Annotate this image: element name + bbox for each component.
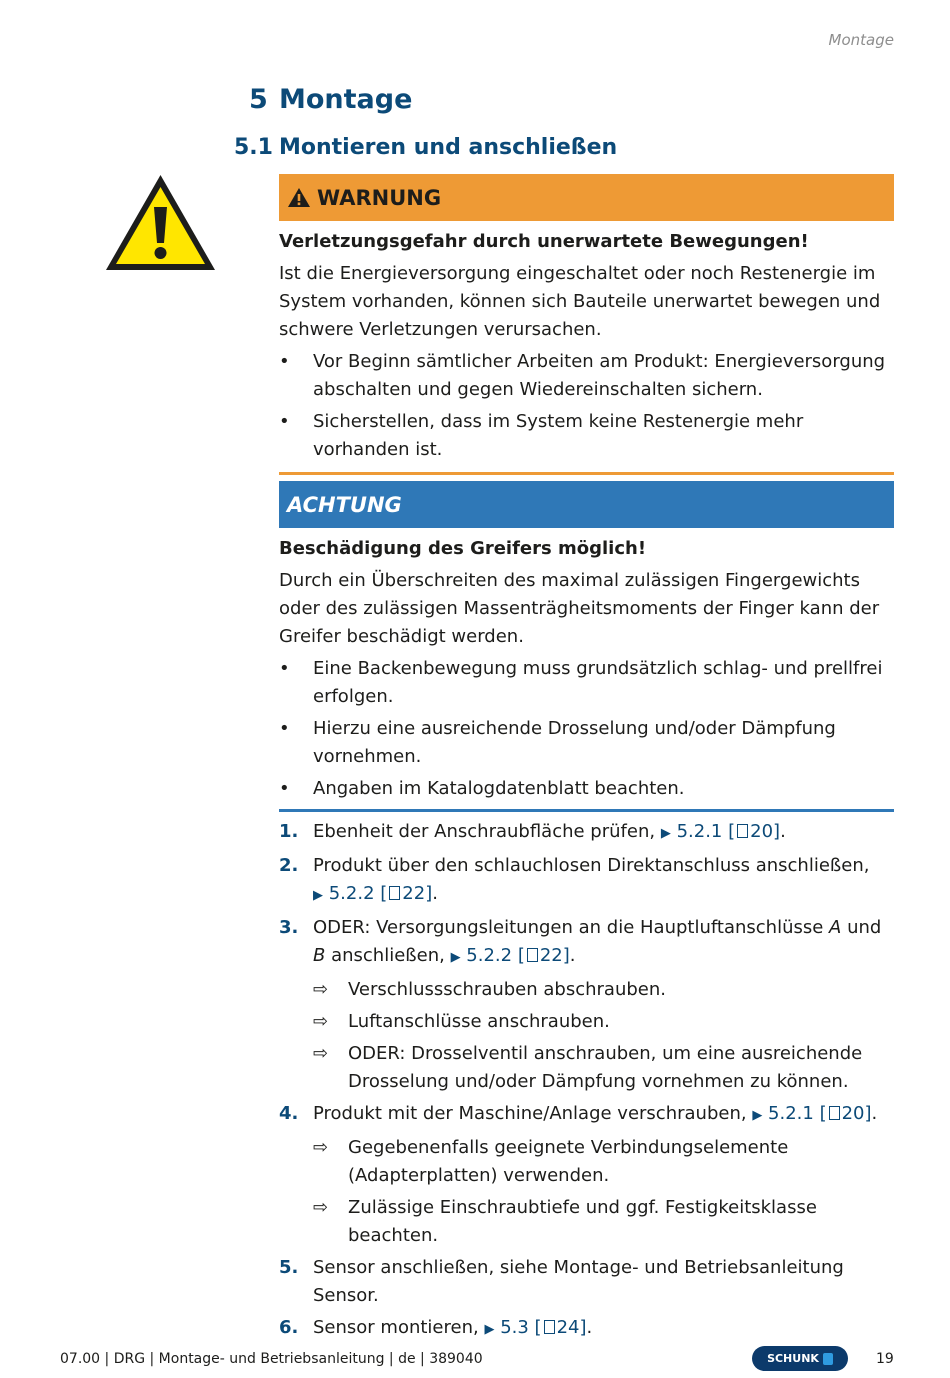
bullet-icon: •	[279, 411, 290, 432]
page-number: 19	[876, 1351, 894, 1367]
bullet-icon: •	[279, 658, 290, 679]
warning-text: Ist die Energieversorgung eingeschaltet oder noch Restenergie im System vorhanden, können sich Bauteile unerwartet bewegen und schwere Verletzungen verursachen.	[279, 263, 881, 340]
list-item	[279, 715, 894, 771]
cross-reference-link[interactable]: ▶ 5.2.1 [ 20]	[752, 1103, 872, 1124]
running-header: Montage	[828, 31, 894, 49]
substep-text: Zulässige Einschraubtiefe und ggf. Festigkeitsklasse beachten.	[348, 1197, 817, 1246]
notice-text: Durch ein Überschreiten des maximal zulässigen Fingergewichts oder des zulässigen Massenträgheitsmoments der Finger kann der Greifer beschädigt werden.	[279, 570, 880, 647]
brand-logo	[752, 1346, 848, 1371]
warning-bullet-list	[279, 348, 894, 464]
substep	[279, 1040, 894, 1096]
notice-block	[279, 481, 894, 812]
step-text: und	[841, 917, 882, 938]
logo-mark-icon	[823, 1353, 833, 1365]
warning-divider	[279, 472, 894, 475]
list-item	[279, 408, 894, 464]
section-number: 5.1	[234, 135, 273, 160]
step-text: Produkt über den schlauchlosen Direktanschluss anschließen,	[313, 855, 870, 876]
hollow-arrow-right-icon: ⇨	[313, 1197, 329, 1218]
step-number: 1.	[279, 821, 299, 842]
xref-page: 20	[750, 821, 774, 842]
triangle-right-icon: ▶	[484, 1322, 495, 1337]
step-number: 2.	[279, 855, 299, 876]
substep	[279, 1008, 894, 1036]
triangle-right-icon: ▶	[752, 1108, 763, 1123]
list-item-text: Angaben im Katalogdatenblatt beachten.	[313, 778, 685, 799]
warning-triangle-icon	[104, 173, 217, 273]
warning-banner	[279, 174, 894, 221]
list-item	[279, 775, 894, 803]
notice-banner	[279, 481, 894, 528]
step-1: 1. Ebenheit der Anschraubfläche prüfen, ▶ 5.2.1 [ 20].	[279, 818, 894, 848]
xref-page: 22	[539, 945, 563, 966]
list-item-text: Eine Backenbewegung muss grundsätzlich schlag- und prellfrei erfolgen.	[313, 658, 883, 707]
cross-reference-link[interactable]: ▶ 5.2.2 [ 22]	[313, 883, 433, 904]
step-number: 4.	[279, 1103, 299, 1124]
section-heading	[234, 135, 617, 160]
page-icon	[527, 948, 538, 962]
step-4: 4. Produkt mit der Maschine/Anlage verschrauben, ▶ 5.2.1 [ 20].	[279, 1100, 894, 1130]
hollow-arrow-right-icon: ⇨	[313, 1043, 329, 1064]
step-text: Sensor montieren,	[313, 1317, 479, 1338]
chapter-title: Montage	[279, 84, 413, 115]
page-icon	[389, 886, 400, 900]
xref-section: 5.2.1	[676, 821, 723, 842]
bullet-icon: •	[279, 351, 290, 372]
list-item-text: Sicherstellen, dass im System keine Restenergie mehr vorhanden ist.	[313, 411, 804, 460]
step-6: 6. Sensor montieren, ▶ 5.3 [ 24].	[279, 1314, 894, 1344]
section-title: Montieren und anschließen	[279, 135, 618, 160]
triangle-right-icon: ▶	[660, 826, 671, 841]
hollow-arrow-right-icon: ⇨	[313, 979, 329, 1000]
page-icon	[829, 1106, 840, 1120]
footer-document-info: 07.00 | DRG | Montage- und Betriebsanleitung | de | 389040	[60, 1351, 483, 1367]
substep	[279, 1134, 894, 1190]
xref-page: 20	[841, 1103, 865, 1124]
step-number: 3.	[279, 917, 299, 938]
hollow-arrow-right-icon: ⇨	[313, 1011, 329, 1032]
substep-text: Verschlussschrauben abschrauben.	[348, 979, 666, 1000]
substep-text: Luftanschlüsse anschrauben.	[348, 1011, 610, 1032]
hollow-arrow-right-icon: ⇨	[313, 1137, 329, 1158]
step-text: ODER: Versorgungsleitungen an die Hauptluftanschlüsse	[313, 917, 830, 938]
warning-block	[279, 174, 894, 475]
port-label: B	[313, 945, 326, 966]
xref-page: 22	[402, 883, 426, 904]
warning-headline: Verletzungsgefahr durch unerwartete Bewegungen!	[279, 231, 809, 252]
substep	[279, 976, 894, 1004]
substep	[279, 1194, 894, 1250]
step-5	[279, 1254, 894, 1310]
triangle-right-icon: ▶	[450, 950, 461, 965]
page-icon	[737, 824, 748, 838]
xref-page: 24	[556, 1317, 580, 1338]
step-number: 5.	[279, 1257, 299, 1278]
bullet-icon: •	[279, 778, 290, 799]
notice-headline: Beschädigung des Greifers möglich!	[279, 538, 647, 559]
substep-text: Gegebenenfalls geeignete Verbindungselemente (Adapterplatten) verwenden.	[348, 1137, 789, 1186]
page-icon	[544, 1320, 555, 1334]
step-3: 3. ODER: Versorgungsleitungen an die Hauptluftanschlüsse A und B anschließen, ▶ 5.2.2 [ 22].	[279, 914, 894, 972]
notice-divider	[279, 809, 894, 812]
warning-label: WARNUNG	[317, 185, 442, 210]
list-item	[279, 348, 894, 404]
notice-bullet-list	[279, 655, 894, 803]
cross-reference-link[interactable]: ▶ 5.2.1 [ 20]	[660, 821, 781, 842]
bullet-icon: •	[279, 718, 290, 739]
step-number: 6.	[279, 1317, 299, 1338]
list-item	[279, 655, 894, 711]
triangle-right-icon: ▶	[313, 888, 323, 903]
xref-section: 5.2.2	[328, 883, 375, 904]
list-item-text: Vor Beginn sämtlicher Arbeiten am Produkt: Energieversorgung abschalten und gegen Wiedereinschalten sichern.	[313, 351, 886, 400]
port-label: A	[829, 917, 842, 938]
cross-reference-link[interactable]: ▶ 5.2.2 [ 22]	[450, 945, 570, 966]
cross-reference-link[interactable]: ▶ 5.3 [ 24]	[484, 1317, 587, 1338]
chapter-heading	[249, 84, 412, 115]
xref-section: 5.2.1	[768, 1103, 814, 1124]
step-text: Sensor anschließen, siehe Montage- und Betriebsanleitung Sensor.	[313, 1257, 844, 1306]
xref-section: 5.2.2	[466, 945, 513, 966]
notice-label: ACHTUNG	[287, 492, 402, 517]
xref-section: 5.3	[500, 1317, 529, 1338]
chapter-number: 5	[249, 84, 268, 115]
step-text: anschließen,	[325, 945, 445, 966]
step-2: 2. Produkt über den schlauchlosen Direktanschluss anschließen, ▶ 5.2.2 [ 22].	[279, 852, 894, 910]
logo-text: SCHUNK	[767, 1352, 819, 1365]
step-text: Ebenheit der Anschraubfläche prüfen,	[313, 821, 656, 842]
substep-text: ODER: Drosselventil anschrauben, um eine ausreichende Drosselung und/oder Dämpfung vornehmen zu können.	[348, 1043, 863, 1092]
list-item-text: Hierzu eine ausreichende Drosselung und/oder Dämpfung vornehmen.	[313, 718, 836, 767]
warning-small-icon	[287, 187, 311, 208]
step-text: Produkt mit der Maschine/Anlage verschrauben,	[313, 1103, 747, 1124]
procedure-steps	[279, 814, 894, 1344]
